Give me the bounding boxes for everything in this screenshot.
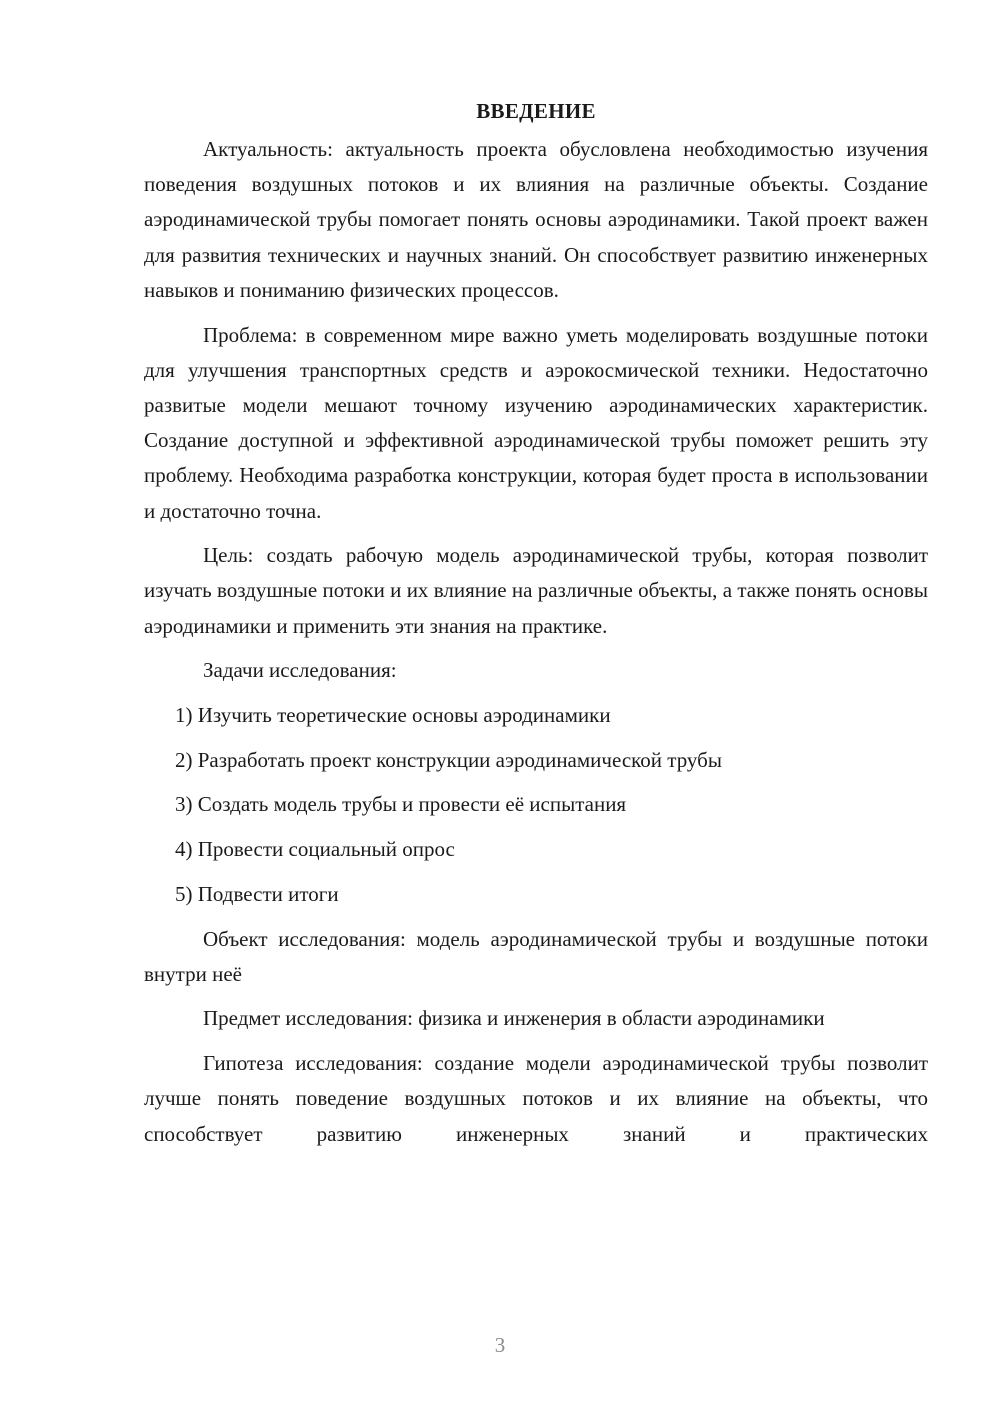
hypothesis-paragraph: Гипотеза исследования: создание модели аэродинамической трубы позволит лучше понять поведение воздушных потоков и их влияние на объекты, что способствует развитию инженерных знаний и практических	[144, 1051, 928, 1146]
task-item: 4) Провести социальный опрос	[175, 837, 455, 862]
page-number: 3	[494, 1333, 506, 1357]
task-item: 3) Создать модель трубы и провести её испытания	[175, 792, 627, 817]
goal-paragraph: Цель: создать рабочую модель аэродинамической трубы, которая позволит изучать воздушные потоки и их влияние на различные объекты, а также понять основы аэродинамики и применить эти знания на практике.	[144, 543, 928, 638]
problem-paragraph: Проблема: в современном мире важно уметь моделировать воздушные потоки для улучшения транспортных средств и аэрокосмической техники. Недостаточно развитые модели мешают точному изучению аэродинамических характеристик. Создание доступной и эффективной аэродинамической трубы поможет решить эту проблему. Необходима разработка конструкции, которая будет проста в использовании и достаточно точна.	[144, 322, 928, 523]
relevance-paragraph: Актуальность: актуальность проекта обусловлена необходимостью изучения поведения воздушных потоков и их влияния на различные объекты. Создание аэродинамической трубы помогает понять основы аэродинамики. Такой проект важен для развития технических и научных знаний. Он способствует развитию инженерных навыков и пониманию физических процессов.	[144, 137, 928, 302]
task-item: 1) Изучить теоретические основы аэродинамики	[175, 703, 611, 728]
object-paragraph: Объект исследования: модель аэродинамической трубы и воздушные потоки внутри неё	[144, 926, 928, 986]
page-title: ВВЕДЕНИЕ	[476, 99, 596, 123]
tasks-heading: Задачи исследования:	[203, 658, 397, 683]
task-item: 5) Подвести итоги	[175, 881, 339, 906]
task-item: 2) Разработать проект конструкции аэродинамической трубы	[175, 747, 722, 772]
page-body	[144, 90, 928, 1152]
subject-paragraph: Предмет исследования: физика и инженерия в области аэродинамики	[203, 1006, 825, 1031]
